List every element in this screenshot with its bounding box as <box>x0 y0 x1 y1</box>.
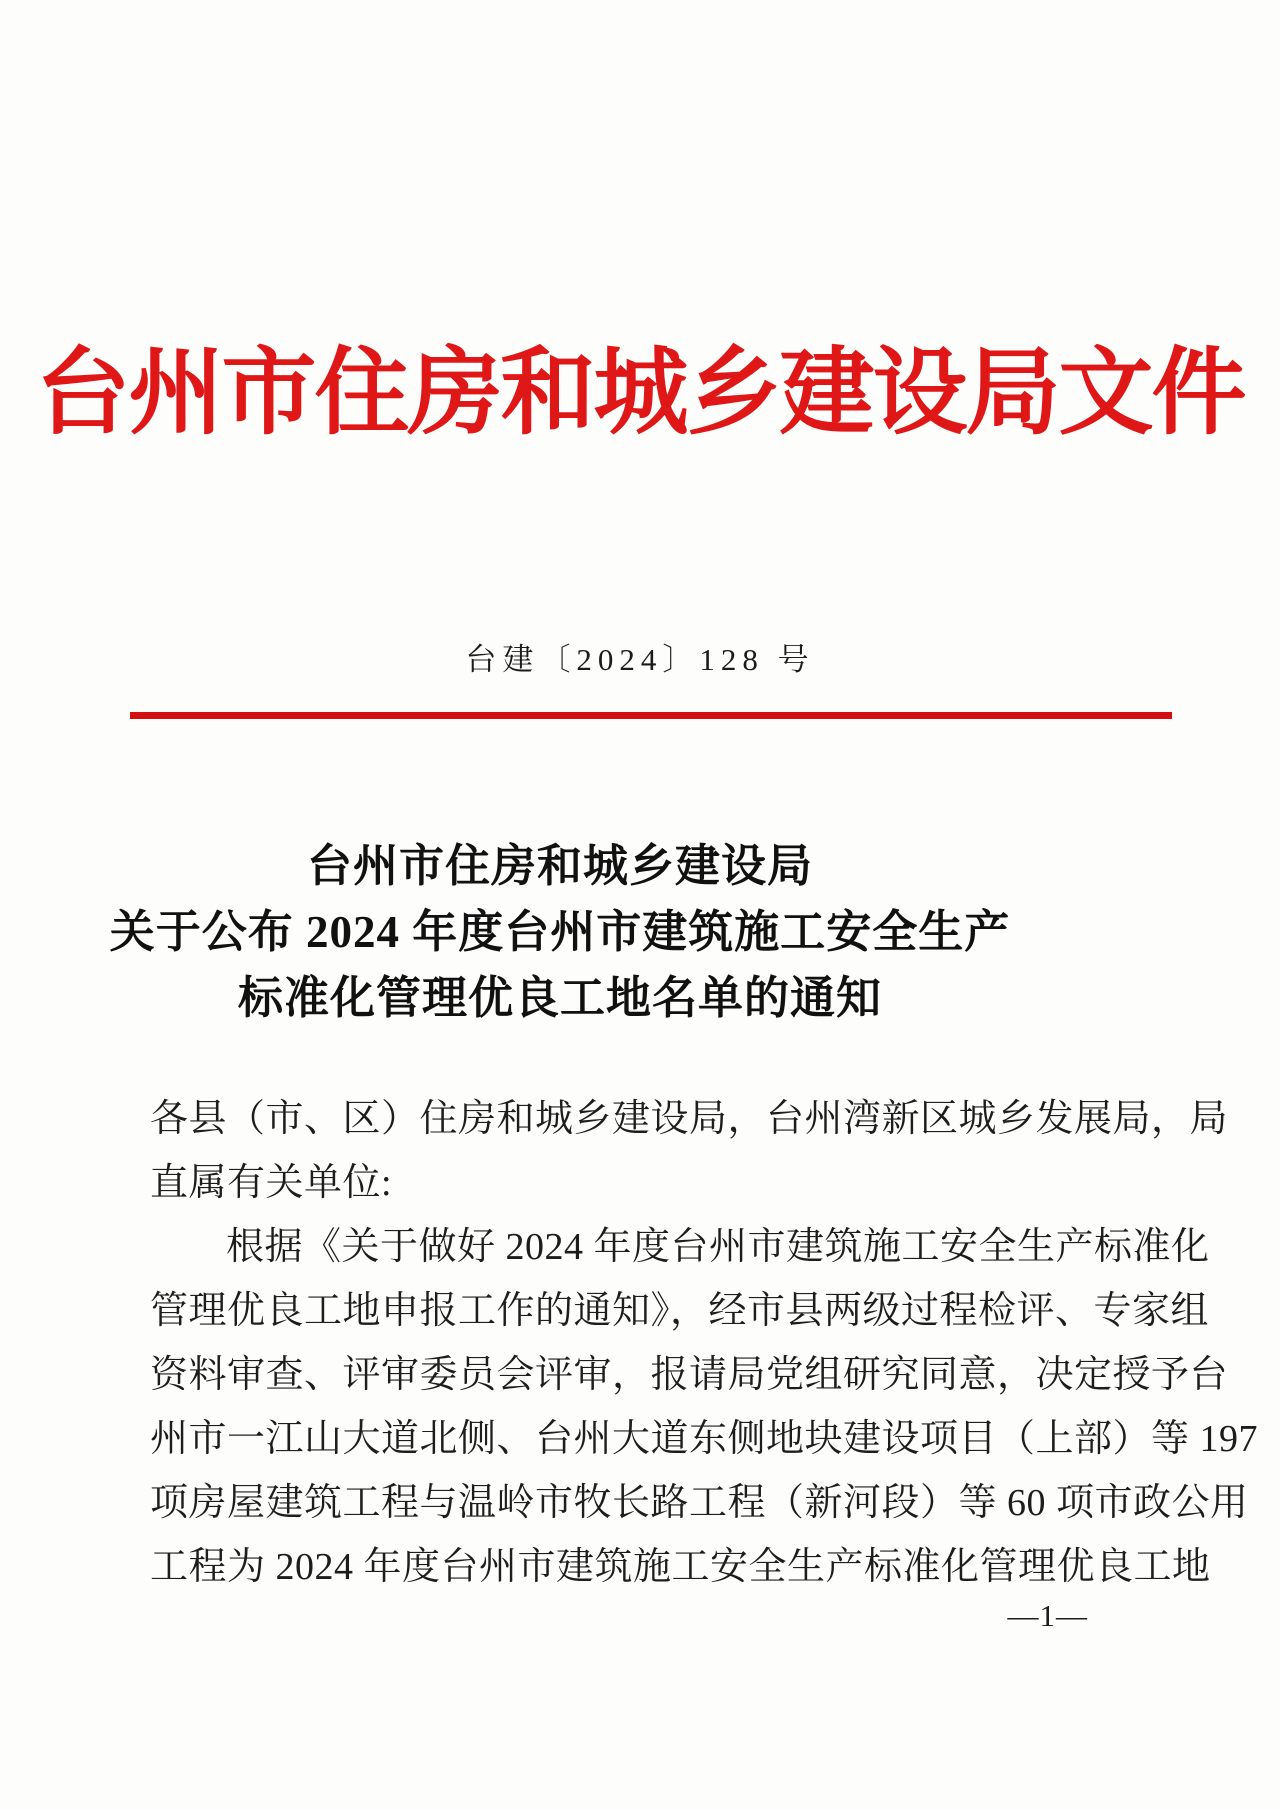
body-line: 资料审查、评审委员会评审，报请局党组研究同意，决定授予台 <box>150 1353 1229 1396</box>
notice-title-line: 标准化管理优良工地名单的通知 <box>237 972 882 1023</box>
document-number: 台建〔2024〕128 号 <box>465 642 815 678</box>
page-number: —1— <box>1007 1598 1088 1633</box>
body-line-salutation: 各县（市、区）住房和城乡建设局，台州湾新区城乡发展局，局 <box>150 1097 1229 1140</box>
body-line: 项房屋建筑工程与温岭市牧长路工程（新河段）等 60 项市政公用 <box>150 1481 1249 1524</box>
notice-title-line: 关于公布 2024 年度台州市建筑施工安全生产 <box>109 906 1011 957</box>
notice-title-line: 台州市住房和城乡建设局 <box>306 840 813 891</box>
body-text <box>150 1087 1259 1599</box>
letterhead-title: 台州市住房和城乡建设局文件 <box>35 340 1245 446</box>
body-line: 工程为 2024 年度台州市建筑施工安全生产标准化管理优良工地 <box>150 1545 1211 1588</box>
body-line-salutation: 直属有关单位: <box>150 1161 393 1204</box>
body-line: 管理优良工地申报工作的通知》，经市县两级过程检评、专家组 <box>150 1289 1210 1332</box>
notice-title <box>0 833 1120 1031</box>
body-line: 根据《关于做好 2024 年度台州市建筑施工安全生产标准化 <box>226 1225 1210 1268</box>
body-line: 州市一江山大道北侧、台州大道东侧地块建设项目（上部）等 197 <box>150 1417 1259 1460</box>
red-separator-line <box>130 712 1172 719</box>
